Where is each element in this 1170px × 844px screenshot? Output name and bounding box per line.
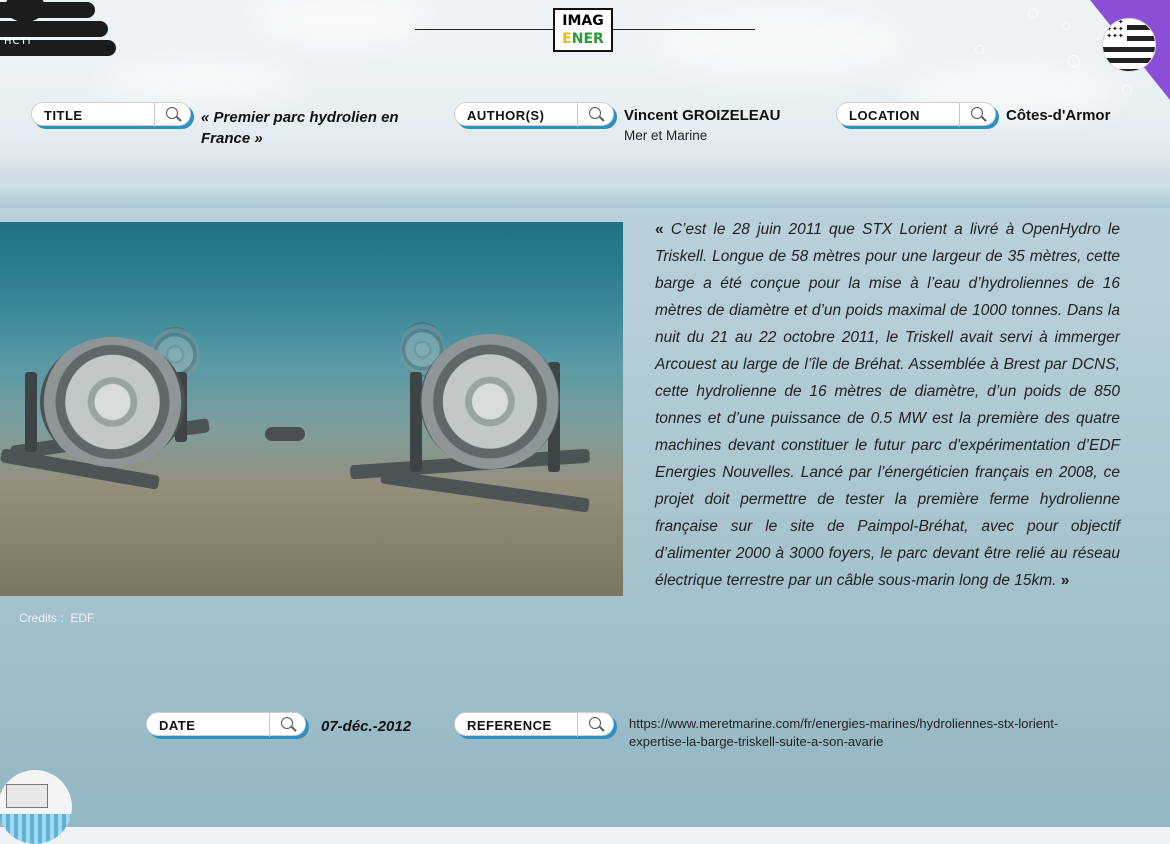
title-label: TITLE [44,108,83,123]
flag-canton: ✦✦✦ ✦✦✦ ✦✦✦ [1103,19,1127,41]
reference-field [454,712,616,738]
quote-open: « [655,221,664,238]
author-source: Mer et Marine [624,128,708,143]
title-field [31,102,193,128]
hcti-logo-icon[interactable] [0,0,120,60]
date-value: 07-déc.-2012 [321,718,412,735]
search-icon[interactable] [577,103,614,127]
turbine-right [420,334,560,469]
date-field [146,712,308,738]
location-field [836,102,998,128]
credits-label: Credits : [19,611,64,625]
logo-text: HCTI [4,36,32,47]
turbine-leg [25,372,37,452]
location-tag[interactable] [836,102,996,126]
date-tag[interactable] [146,712,306,736]
quote-close: » [1060,572,1070,589]
credits-value: EDF [70,611,95,625]
turbine-leg [410,372,422,472]
brittany-flag-icon[interactable] [1102,18,1156,72]
date-label: DATE [159,718,196,733]
bubble-decoration [1028,8,1038,18]
search-icon[interactable] [577,713,614,737]
logo-bar [0,21,108,37]
logo-line-1: IMAG [562,13,604,29]
logo-line-2: ENER [562,31,604,47]
search-icon[interactable] [269,713,306,737]
imagener-logo-icon[interactable] [553,8,613,52]
logo-waves [0,814,72,844]
bubble-decoration [1122,85,1132,95]
quote-text [655,216,1120,594]
reference-link[interactable]: https://www.meretmarine.com/fr/energies-marines/hydroliennes-stx-lorient-expertise-la-barge-triskell-suite-a-son-avarie [629,716,1059,749]
cable-connector [265,427,305,441]
author-label: AUTHOR(S) [467,108,545,123]
turbine-left [40,337,185,467]
search-icon[interactable] [959,103,996,127]
author-field [454,102,616,128]
reference-label: REFERENCE [467,718,552,733]
logo-emblem [5,0,45,22]
cloud-decoration [100,55,300,105]
bubble-decoration [1068,55,1080,67]
quote-body: C’est le 28 juin 2011 que STX Lorient a livré à OpenHydro le Triskell. Longue de 58 mètres pour une largeur de 35 mètres, cette barge a été conçue pour la mise à l’eau d’hydroliennes de 16 mètres de diamètre et d’un poids maximal de 1000 tonnes. Dans la nuit du 21 au 22 octobre 2011, le Triskell avait servi à immerger Arcouest au large de l’île de Bréhat. Assemblée à Brest par DCNS, cette hydrolienne de 16 mètres de diamètre, d’un poids de 850 tonnes et d’une puissance de 0.5 MW est la première des quatre machines devant constituer le futur parc d'expérimentation d’EDF Energies Nouvelles. Lancé par l’énergéticien français en 2008, ce projet doit permettre de tester la première ferme hydrolienne française sur le site de Paimpol-Bréhat, avec pour objectif d’alimenter 2000 à 3000 foyers, le parc devant être relié au réseau électrique terrestre par un câble sous-marin long de 15km. [655,221,1120,589]
bubble-decoration [975,45,984,54]
cloud-decoration [650,10,910,80]
cloud-decoration [250,0,430,50]
image-credits [19,611,94,625]
author-tag[interactable] [454,102,614,126]
search-icon[interactable] [154,103,191,127]
location-label: LOCATION [849,108,920,123]
water-surface [0,168,1170,208]
title-value: « Premier parc hydrolien en France » [201,109,399,147]
title-tag[interactable] [31,102,191,126]
logo-building [6,784,48,808]
tidal-turbine-photo[interactable] [0,222,623,596]
bubble-decoration [1062,22,1070,30]
reference-tag[interactable] [454,712,614,736]
turbine-frame [380,469,590,512]
author-value: Vincent GROIZELEAU [624,107,781,124]
bottom-logo-icon[interactable] [0,770,72,844]
location-value: Côtes-d'Armor [1006,107,1111,124]
